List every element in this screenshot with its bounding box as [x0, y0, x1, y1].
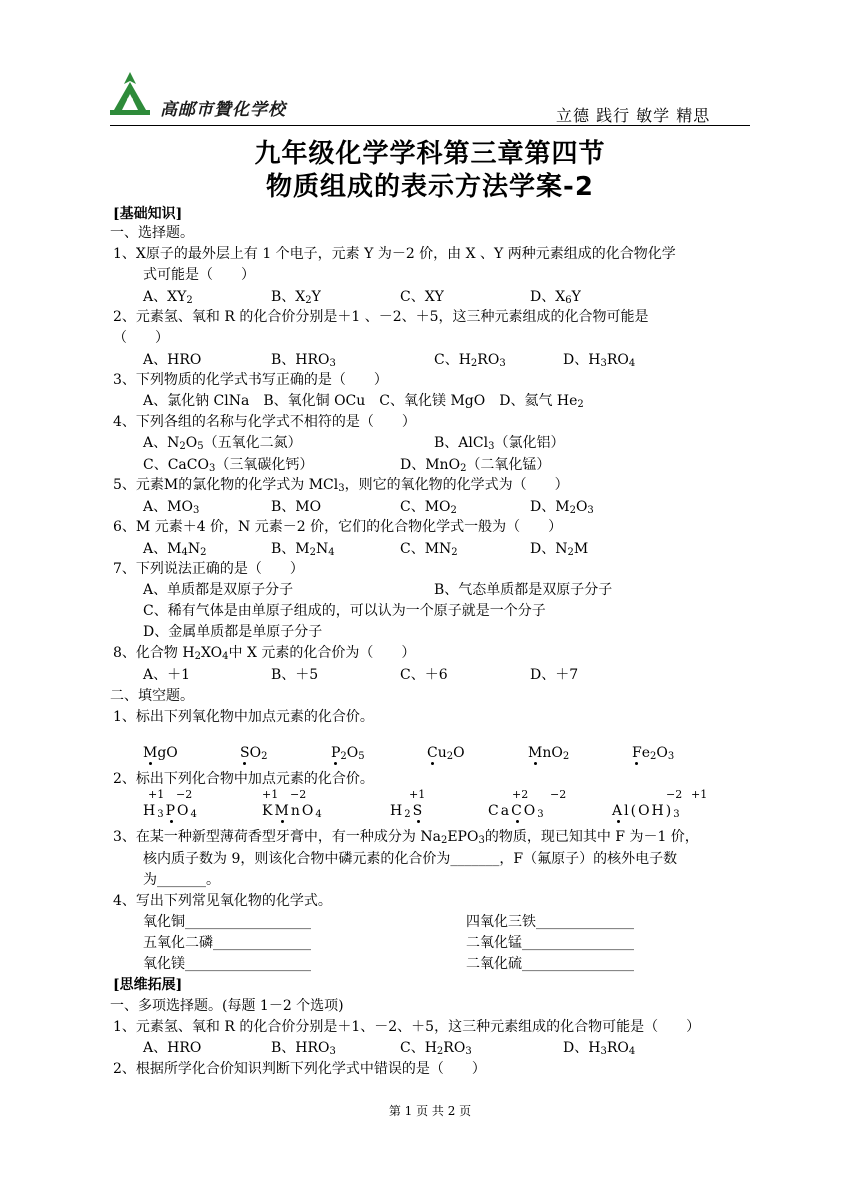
- f2-val-2: −2: [176, 788, 193, 801]
- f1-item-mgo: MgO: [143, 745, 178, 761]
- q6-option-a: A、$M_4N_2$: [143, 541, 207, 558]
- q4-option-b: B、AlCl$_3$（氯化铝）: [434, 435, 565, 452]
- q4-option-d: D、MnO$_2$（二氧化锰）: [400, 457, 551, 474]
- q1-option-a: A、$XY_2$: [143, 289, 193, 306]
- f4-item-5: 氧化镁__________________: [143, 956, 311, 972]
- q8-option-d: D、＋7: [530, 667, 579, 683]
- section-basic-heading: [基础知识]: [113, 206, 183, 222]
- q5-stem: 5、元素M的氯化物的化学式为 MCl$_3$，则它的氧化物的化学式为（ ）: [113, 477, 569, 494]
- q2-option-d: D、$H_3RO_4$: [563, 352, 636, 369]
- q5-option-a: A、$MO_3$: [143, 499, 200, 516]
- q4-stem: 4、下列各组的名称与化学式不相符的是（ ）: [113, 414, 416, 430]
- q1-stem-2: 式可能是（ ）: [143, 267, 255, 283]
- q6-option-c: C、$MN_2$: [400, 541, 458, 558]
- q7-option-d: D、金属单质都是单原子分子: [143, 624, 323, 640]
- f4-item-2: 四氧化三铁______________: [466, 914, 634, 930]
- q2-option-c: C、$H_2RO_3$: [434, 352, 506, 369]
- q2-stem-1: 2、元素氢、氧和 R 的化合价分别是＋1 、－2、＋5，这三种元素组成的化合物可能是: [113, 309, 649, 325]
- f3-line-2: 核内质子数为 9，则该化合物中磷元素的化合价为_______，F（氟原子）的核外电子数: [143, 851, 678, 867]
- q6-option-d: D、$N_2M$: [530, 541, 589, 558]
- f1-item-fe2o3: $Fe_2O_3$: [632, 745, 675, 762]
- section-ext-heading: [思维拓展]: [113, 977, 183, 993]
- header-rule: [110, 125, 750, 126]
- q7-option-c: C、稀有气体是由单原子组成的，可以认为一个原子就是一个分子: [143, 603, 546, 619]
- q7-option-a: A、单质都是双原子分子: [143, 582, 294, 598]
- page-subtitle: 物质组成的表示方法学案-2: [266, 172, 594, 202]
- f2-val-4: −2: [290, 788, 307, 801]
- e1-option-d: D、$H_3RO_4$: [563, 1040, 636, 1057]
- q3-options: A、氯化钠 ClNa B、氧化铜 OCu C、氧化镁 MgO D、氦气 $He_2$: [143, 393, 584, 410]
- q1-option-c: C、XY: [400, 289, 444, 305]
- q2-option-a: A、HRO: [143, 352, 202, 368]
- f4-item-4: 二氧化锰________________: [466, 935, 634, 951]
- f4-item-3: 五氧化二磷______________: [143, 935, 311, 951]
- f1-item-p2o5: $P_2O_5$: [331, 745, 365, 762]
- f2-val-6: +2: [512, 788, 529, 801]
- f1-item-cu2o: $Cu_2O$: [427, 745, 465, 762]
- f1-item-mno2: MnO$_2$: [528, 745, 570, 762]
- q6-option-b: B、$M_2N_4$: [271, 541, 335, 558]
- q4-option-a: A、$N_2O_5$（五氧化二氮）: [143, 435, 302, 452]
- q7-stem: 7、下列说法正确的是（ ）: [113, 561, 304, 577]
- q7-option-b: B、气态单质都是双原子分子: [434, 582, 613, 598]
- f4-item-6: 二氧化硫________________: [466, 956, 634, 972]
- q8-option-b: B、＋5: [271, 667, 319, 683]
- part1-heading: 一、选择题。: [110, 225, 194, 241]
- q3-stem: 3、下列物质的化学式书写正确的是（ ）: [113, 372, 388, 388]
- f2-val-3: +1: [262, 788, 279, 801]
- page-title: 九年级化学学科第三章第四节: [254, 139, 606, 169]
- f1-stem: 1、标出下列氧化物中加点元素的化合价。: [113, 709, 374, 725]
- part2-heading: 二、填空题。: [110, 688, 194, 704]
- f4-stem: 4、写出下列常见氧化物的化学式。: [113, 893, 332, 909]
- q1-stem-1: 1、X原子的最外层上有 1 个电子，元素 Y 为－2 价，由 X 、Y 两种元素组成的化合物化学: [113, 246, 676, 262]
- f2-val-7: −2: [550, 788, 567, 801]
- f3-line-3: 为_______。: [143, 872, 220, 888]
- f2-item-caco3: CaCO$_3$: [488, 803, 546, 820]
- q1-option-b: B、$X_2Y$: [271, 289, 321, 306]
- page-footer: 第 1 页 共 2 页: [388, 1104, 472, 1118]
- f2-item-h2s: $H_2S$: [390, 803, 425, 820]
- f2-item-kmno4: KMnO$_4$: [262, 803, 324, 820]
- e1-option-c: C、$H_2RO_3$: [400, 1040, 472, 1057]
- school-logo-icon: [108, 70, 152, 118]
- q8-option-c: C、＋6: [400, 667, 448, 683]
- e1-option-a: A、HRO: [143, 1040, 202, 1056]
- motto: 立德 践行 敏学 精思: [556, 106, 711, 125]
- q5-option-d: D、$M_2O_3$: [530, 499, 594, 516]
- f2-item-h3po4: $H_3PO_4$: [143, 803, 199, 820]
- q2-stem-2: （ ）: [113, 330, 169, 346]
- f2-stem: 2、标出下列化合物中加点元素的化合价。: [113, 771, 374, 787]
- q8-option-a: A、＋1: [143, 667, 191, 683]
- ext-part1-heading: 一、多项选择题。(每题 1－2 个选项): [110, 998, 344, 1014]
- f2-item-aloh3: $Al(OH)_3$: [612, 803, 682, 820]
- q6-stem: 6、M 元素＋4 价，N 元素－2 价，它们的化合物化学式一般为（ ）: [113, 519, 563, 535]
- f3-line-1: 3、在某一种新型薄荷香型牙膏中，有一种成分为 $Na_2EPO_3$的物质，现已知其中 F 为－1 价，: [113, 829, 699, 846]
- f4-item-1: 氧化铜__________________: [143, 914, 311, 930]
- e1-option-b: B、$HRO_3$: [271, 1040, 336, 1057]
- school-name: 高邮市贊化学校: [160, 100, 286, 120]
- f1-item-so2: $SO_2$: [240, 745, 268, 762]
- q1-option-d: D、$X_6Y$: [530, 289, 581, 306]
- f2-val-8: −2: [666, 788, 683, 801]
- f2-val-5: +1: [409, 788, 426, 801]
- q5-option-b: B、MO: [271, 499, 322, 515]
- q5-option-c: C、$MO_2$: [400, 499, 457, 516]
- q2-option-b: B、$HRO_3$: [271, 352, 336, 369]
- e2-stem: 2、根据所学化合价知识判断下列化学式中错误的是（ ）: [113, 1061, 486, 1077]
- f2-val-1: +1: [148, 788, 165, 801]
- f2-val-9: +1: [691, 788, 708, 801]
- q4-option-c: C、CaCO$_3$（三氧碳化钙）: [143, 457, 314, 474]
- q8-stem: 8、化合物 $H_2XO_4$中 X 元素的化合价为（ ）: [113, 645, 416, 662]
- e1-stem: 1、元素氢、氧和 R 的化合价分别是＋1、－2、＋5，这三种元素组成的化合物可能是（ ）: [113, 1019, 701, 1035]
